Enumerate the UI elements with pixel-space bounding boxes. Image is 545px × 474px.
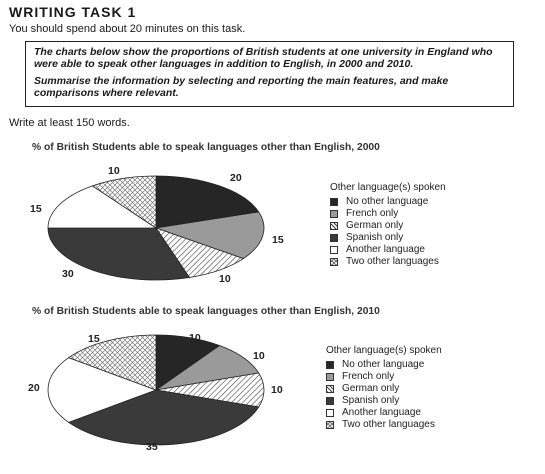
legend-label: French only	[342, 371, 395, 382]
chart-title-2000: % of British Students able to speak languages other than English, 2000	[32, 142, 380, 153]
legend-item-no-other-language	[330, 196, 446, 207]
legend-swatch	[330, 246, 338, 254]
legend-label: German only	[346, 220, 404, 231]
legend-swatch	[326, 421, 334, 429]
legend-label: Another language	[342, 407, 421, 418]
data-label-german-only-2000: 10	[219, 273, 231, 285]
legend-label: No other language	[346, 196, 429, 207]
data-label-another-language-2000: 15	[30, 203, 42, 215]
legend-item-french-only	[330, 208, 446, 219]
data-label-spanish-only-2000: 30	[62, 268, 74, 280]
legend-swatch	[326, 409, 334, 417]
legend-swatch	[330, 258, 338, 266]
data-label-no-other-language-2000: 20	[230, 172, 242, 184]
legend-label: Another language	[346, 244, 425, 255]
legend-2000	[330, 182, 446, 268]
legend-item-two-other-languages	[330, 256, 446, 267]
pie-chart-2010	[48, 335, 264, 445]
data-label-another-language-2010: 20	[28, 382, 40, 394]
data-label-french-only-2010: 10	[253, 350, 265, 362]
legend-item-two-other-languages	[326, 419, 442, 430]
legend-label: French only	[346, 208, 399, 219]
pie-chart-2000	[48, 176, 264, 280]
legend-item-french-only	[326, 371, 442, 382]
legend-swatch	[326, 385, 334, 393]
legend-item-german-only	[330, 220, 446, 231]
legend-swatch	[330, 234, 338, 242]
legend-label: Two other languages	[342, 419, 435, 430]
legend-label: No other language	[342, 359, 425, 370]
word-count-instruction: Write at least 150 words.	[9, 117, 130, 129]
legend-swatch	[326, 361, 334, 369]
chart-title-2010: % of British Students able to speak languages other than English, 2010	[32, 306, 380, 317]
data-label-spanish-only-2010: 35	[146, 441, 158, 453]
legend-swatch	[326, 397, 334, 405]
legend-item-another-language	[326, 407, 442, 418]
legend-swatch	[330, 198, 338, 206]
legend-item-spanish-only	[330, 232, 446, 243]
legend-swatch	[330, 210, 338, 218]
data-label-french-only-2000: 15	[272, 234, 284, 246]
legend-title: Other language(s) spoken	[326, 345, 442, 356]
legend-label: Two other languages	[346, 256, 439, 267]
time-instruction: You should spend about 20 minutes on this task.	[9, 23, 246, 35]
legend-title: Other language(s) spoken	[330, 182, 446, 193]
legend-label: Spanish only	[346, 232, 404, 243]
data-label-two-other-languages-2010: 15	[88, 333, 100, 345]
legend-swatch	[330, 222, 338, 230]
legend-2010	[326, 345, 442, 431]
legend-label: Spanish only	[342, 395, 400, 406]
legend-swatch	[326, 373, 334, 381]
task-title: WRITING TASK 1	[9, 4, 137, 20]
legend-item-german-only	[326, 383, 442, 394]
legend-label: German only	[342, 383, 400, 394]
data-label-german-only-2010: 10	[271, 384, 283, 396]
legend-item-another-language	[330, 244, 446, 255]
prompt-paragraph-1: The charts below show the proportions of British students at one university in England who were able to speak other languages in addition to English, in 2000 and 2010.	[34, 46, 493, 70]
legend-item-spanish-only	[326, 395, 442, 406]
prompt-paragraph-2: Summarise the information by selecting and reporting the main features, and make comparisons where relevant.	[34, 75, 449, 99]
data-label-two-other-languages-2000: 10	[108, 165, 120, 177]
legend-item-no-other-language	[326, 359, 442, 370]
data-label-no-other-language-2010: 10	[189, 332, 201, 344]
